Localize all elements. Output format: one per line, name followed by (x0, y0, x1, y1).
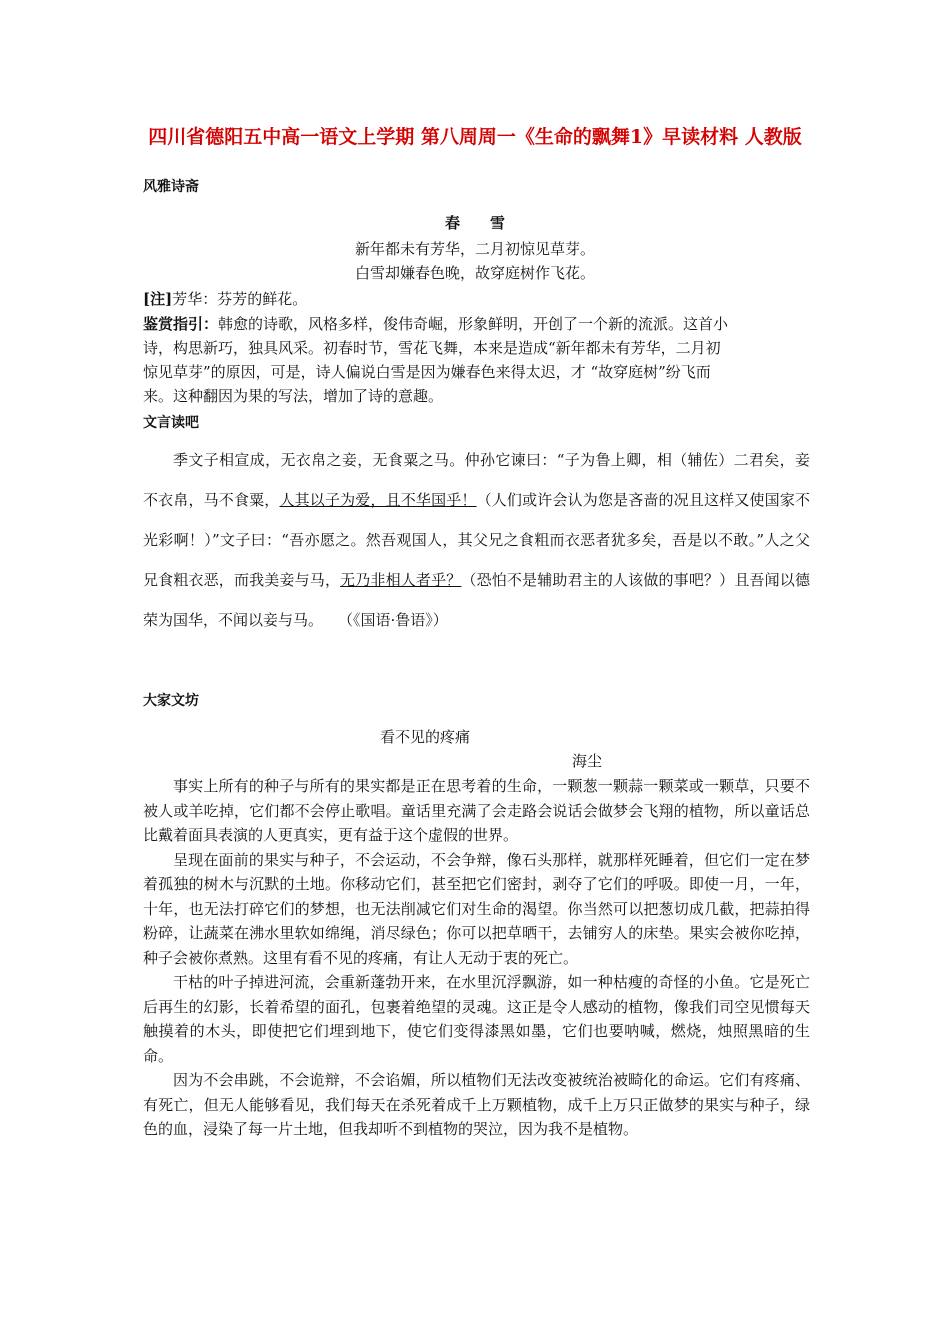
section-heading-poetry: 风雅诗斋 (143, 179, 199, 195)
appreciation-line-1 (143, 313, 809, 335)
essay-title: 看不见的疼痛 (380, 728, 471, 746)
note-label: [注] (143, 290, 173, 308)
section-heading-essays: 大家文坊 (143, 693, 199, 709)
classical-text (143, 440, 810, 640)
appreciation-line-3: 惊见草芽”的原因，可是，诗人偏说白雪是因为嫌春色来得太迟，才 “故穿庭树”纷飞而 (143, 363, 711, 381)
poem-note (143, 288, 809, 310)
essay-paragraph-3: 干枯的叶子掉进河流，会重新蓬勃开来，在水里沉浮飘游，如一种枯瘦的奇怪的小鱼。它是死亡后再生的幻影，长着希望的面孔，包裹着绝望的灵魂。这正是令人感动的植物，像我们司空见惯每天触摸着的木头，即使把它们埋到地下，使它们变得漆黑如墨，它们也要呐喊，燃烧，烛照黑暗的生命。 (143, 973, 810, 1065)
essay-author: 海尘 (572, 752, 603, 770)
note-text: 芳华：芬芳的鲜花。 (172, 290, 308, 308)
poem-line-1: 新年都未有芳华，二月初惊见草芽。 (354, 240, 595, 258)
classical-text-a: 季文子相宣成，无衣帛之妾，无食粟之马。仲孙它谏曰：“子为鲁上卿，相（辅佐）二君矣，妾不衣帛，马不食粟， (143, 451, 810, 509)
classical-underline-2: 无乃非相人者乎？ (340, 571, 462, 589)
appreciation-line-2: 诗，构思新巧，独具风采。初春时节，雪花飞舞，本来是造成“新年都未有芳华，二月初 (143, 339, 721, 357)
classical-paragraph (143, 440, 810, 640)
essay-paragraph-4: 因为不会串跳，不会诡辩，不会谄媚，所以植物们无法改变被统治被畸化的命运。它们有疼痛、有死亡，但无人能够看见，我们每天在杀死着成千上万颗植物，成千上万只正做梦的果实与种子，绿色的血，浸染了每一片土地，但我却听不到植物的哭泣，因为我不是植物。 (143, 1071, 810, 1138)
classical-text-b: （人们或许会认为您是吝啬的况且这样又使国家不光彩啊！）”文子曰：“吾亦愿之。然吾观国人，其父兄之食粗而衣恶者犹多矣，吾是以不敢。”人之父兄食粗衣恶，而我美妾与马， (143, 491, 810, 589)
appreciation-text-1: 韩愈的诗歌，风格多样，俊伟奇崛，形象鲜明，开创了一个新的流派。这首小 (218, 315, 729, 333)
appreciation-line-4: 来。这种翻因为果的写法，增加了诗的意趣。 (143, 387, 444, 405)
poem-title: 春 雪 (444, 214, 505, 232)
poem-line-2: 白雪却嫌春色晚，故穿庭树作飞花。 (354, 264, 595, 282)
section-heading-classical: 文言读吧 (143, 415, 199, 431)
essay-body (143, 774, 810, 1142)
appreciation-label: 鉴赏指引： (143, 315, 219, 333)
classical-text-c: （恐怕不是辅助君主的人该做的事吧？）且吾闻以德荣为国华，不闻以妾与马。 （《国语·鲁语》） (143, 571, 810, 629)
essay-paragraph-2: 呈现在面前的果实与种子，不会运动，不会争辩，像石头那样，就那样死睡着，但它们一定在梦着孤独的树木与沉默的土地。你移动它们，甚至把它们密封，剥夺了它们的呼吸。即使一月，一年，十年，也无法打碎它们的梦想，也无法削减它们对生命的渴望。你当然可以把葱切成几截，把蒜拍得粉碎，让蔬菜在沸水里软如绵绳，消尽绿色；你可以把草晒干，去铺穷人的床垫。果实会被你吃掉，种子会被你煮熟。这里有看不见的疼痛，有让人无动于衷的死亡。 (143, 850, 810, 967)
essay-paragraph-1: 事实上所有的种子与所有的果实都是正在思考着的生命，一颗葱一颗蒜一颗菜或一颗草，只要不被人或羊吃掉，它们都不会停止歌唱。童话里充满了会走路会说话会做梦会飞翔的植物，所以童话总比戴着面具表演的人更真实，更有益于这个虚假的世界。 (143, 777, 810, 844)
document-title: 四川省德阳五中高一语文上学期 第八周周一《生命的飘舞1》早读材料 人教版 (148, 126, 802, 148)
classical-underline-1: 人其以子为爱，且不华国乎！ (279, 491, 477, 509)
